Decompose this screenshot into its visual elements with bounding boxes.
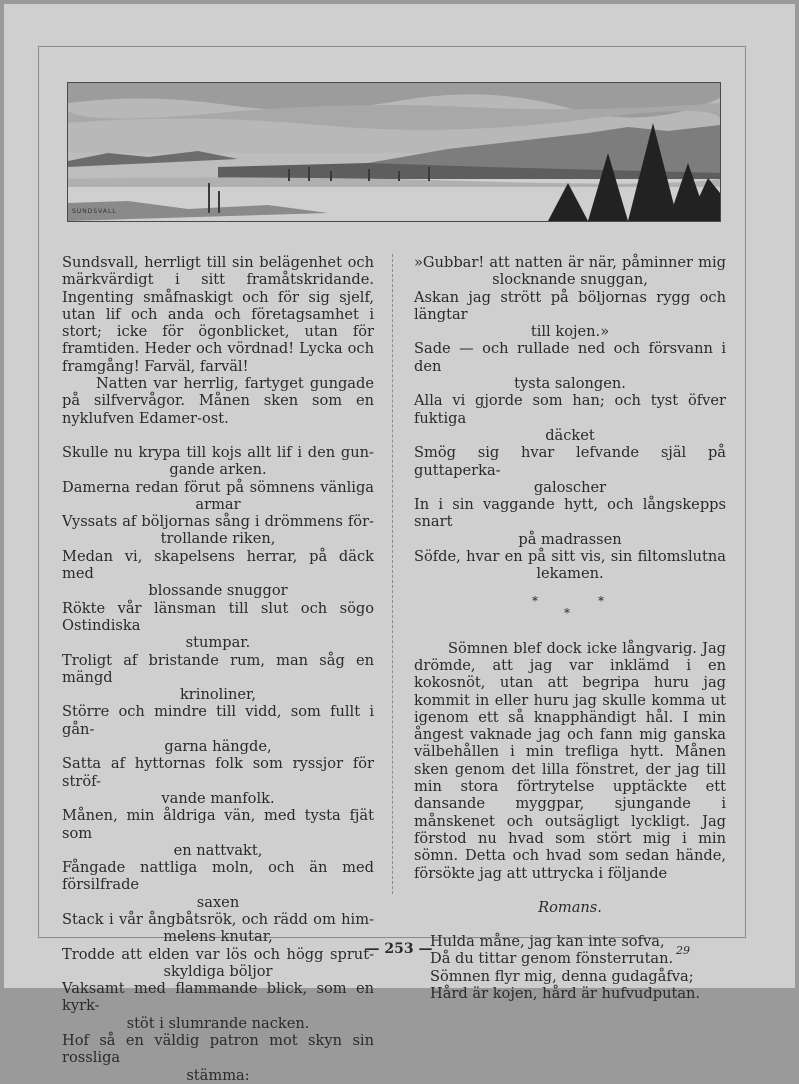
- verse: Damerna redan förut på sömnens vänliga armar: [62, 478, 374, 513]
- verse: Vyssats af böljornas sång i drömmens för- trollande riken,: [62, 513, 374, 548]
- verse: Smög sig hvar lefvande själ på guttaperka- galoscher: [414, 444, 726, 496]
- verse: Satta af hyttornas folk som ryssjor för ströf- vande manfolk.: [62, 755, 374, 807]
- dream-paragraph: Sömnen blef dock icke långvarig. Jag drömde, att jag var inklämd i en kokosnöt, utan att begripa huru jag kommit in eller huru jag skulle komma ut igenom ett så knapphändigt hål. I min ångest vaknade jag och fann mig ganska välbehållen i min trefliga hytt. Månen sken genom det lilla fönstret, der jag till min stora förtrytelse upptäckte ett dansande myggpar, sjungande i månskenet och outsägligt lyckligt. Jag förstod nu hvad som stört mig i min sömn. Detta och hvad som sedan hände, försökte jag att uttrycka i följande: [414, 639, 726, 882]
- verse: Månen, min åldriga vän, med tysta fjät som en nattvakt,: [62, 807, 374, 859]
- page: [4, 4, 795, 1084]
- asterism-star: *: [532, 593, 538, 608]
- verse: Medan vi, skapelsens herrar, på däck med blossande snuggor: [62, 547, 374, 600]
- poem-title: Romans.: [538, 898, 602, 916]
- verse: »Gubbar! att natten är när, påminner mig slocknande snuggan,: [414, 254, 726, 289]
- verse: Stack i vår ångbåtsrök, och rädd om him- melens knutar,: [62, 910, 374, 946]
- poem-line: Då du tittar genom fönsterrutan.: [430, 950, 674, 968]
- page-number: — 253 —: [365, 941, 433, 957]
- intro-text: Sundsvall, herrligt till sin belägenhet och märkvärdigt i sitt framåtskridande. Ingenting småfnaskigt och för sig sjelf, utan lif och anda och företagsamhet i stort; icke för ögonblicket, utan för framtiden. Heder och vördnad! Lycka och framgång! Farväl, farväl!: [62, 254, 374, 375]
- verse: Rökte vår länsman till slut och sögo Ostindiska stumpar.: [62, 599, 374, 652]
- right-column: [414, 254, 726, 1002]
- column-divider: [392, 254, 393, 894]
- asterism-star: *: [564, 605, 570, 620]
- verse: Hof så en väldig patron mot skyn sin rossliga stämma:: [62, 1032, 374, 1084]
- harbor-illustration: [67, 82, 721, 222]
- poem-line: Hård är kojen, hård är hufvudputan.: [430, 984, 701, 1002]
- intro-paragraph: [62, 254, 374, 375]
- verse: In i sin vaggande hytt, och långskepps snart på madrassen: [414, 496, 726, 548]
- verse: Skulle nu krypa till kojs allt lif i den gun- gande arken.: [62, 443, 374, 479]
- harbor-landscape-icon: [68, 83, 720, 221]
- sheet-signature: 29: [676, 944, 690, 957]
- illustration-caption: SUNDSVALL: [72, 208, 117, 215]
- verse: Större och mindre till vidd, som fullt i gån- garna hängde,: [62, 703, 374, 756]
- poem-line: Sömnen flyr mig, denna gudagåfva;: [430, 967, 694, 985]
- verse: Alla vi gjorde som han; och tyst öfver fuktiga däcket: [414, 392, 726, 444]
- verse: Sade — och rullade ned och försvann i den tysta salongen.: [414, 340, 726, 393]
- verse: Troligt af bristande rum, man såg en mängd krinoliner,: [62, 651, 374, 704]
- left-column: [62, 254, 374, 1084]
- poem-line: Hulda måne, jag kan inte sofva,: [430, 933, 665, 951]
- asterism-star: *: [598, 593, 604, 608]
- verse: Askan jag strött på böljornas rygg och längtar till kojen.»: [414, 288, 726, 341]
- night-paragraph: Natten var herrlig, fartyget gungade på silfvervågor. Månen sken som en nyklufven Edamer-ost.: [62, 375, 374, 427]
- verse: Fångade nattliga moln, och än med försilfrade saxen: [62, 859, 374, 911]
- verse: Vaksamt med flammande blick, som en kyrk- stöt i slumrande nacken.: [62, 980, 374, 1032]
- verse: Söfde, hvar en på sitt vis, sin filtomslutna lekamen.: [414, 548, 726, 583]
- verse: Trodde att elden var lös och högg sprut- skyldiga böljor: [62, 945, 374, 980]
- asterism: [414, 583, 726, 623]
